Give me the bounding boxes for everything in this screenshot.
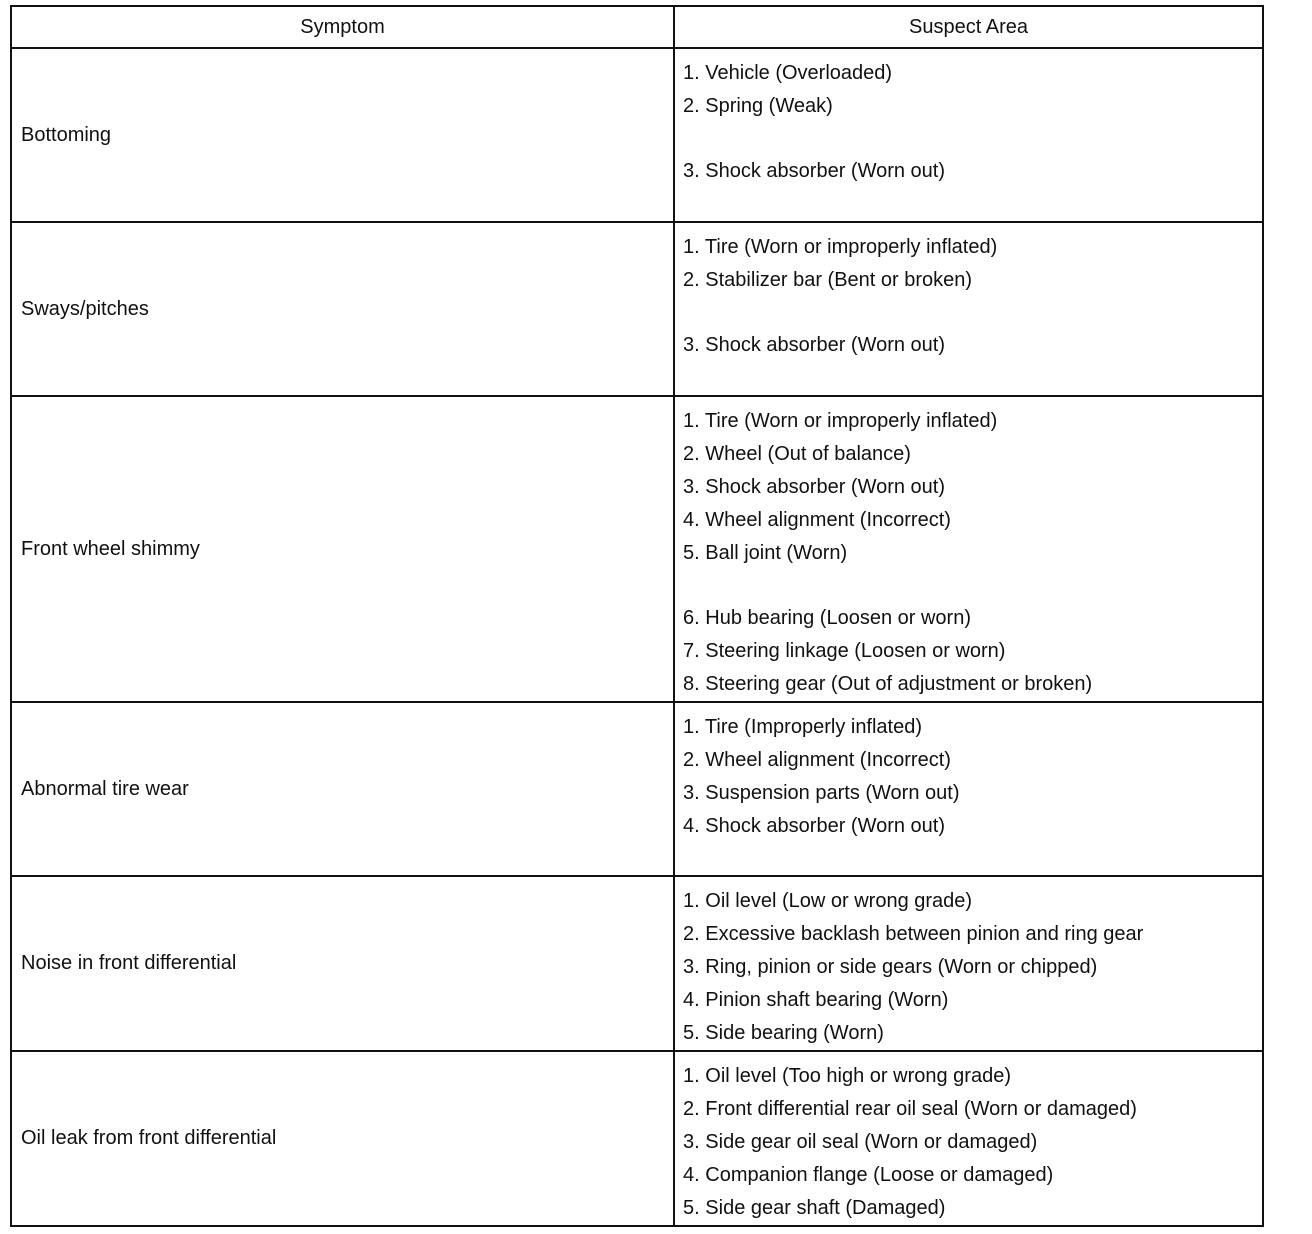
suspect-area-cell — [674, 876, 1263, 1051]
list-item: 4. Pinion shaft bearing (Worn) — [683, 989, 949, 1011]
list-item: 3. Shock absorber (Worn out) — [683, 476, 946, 498]
symptom-cell: Abnormal tire wear — [11, 702, 674, 876]
table-row — [11, 48, 1263, 222]
list-item: 3. Suspension parts (Worn out) — [683, 782, 960, 804]
list-item: 1. Tire (Worn or improperly inflated) — [683, 410, 998, 432]
list-item: 5. Side gear shaft (Damaged) — [683, 1197, 946, 1219]
list-item: 1. Vehicle (Overloaded) — [683, 62, 893, 84]
header-symptom: Symptom — [11, 6, 674, 48]
list-item: 3. Ring, pinion or side gears (Worn or chipped) — [683, 956, 1098, 978]
list-item: 7. Steering linkage (Loosen or worn) — [683, 640, 1006, 662]
list-item: 2. Excessive backlash between pinion and ring gear — [683, 923, 1144, 945]
header-suspect-area: Suspect Area — [674, 6, 1263, 48]
list-item: 3. Shock absorber (Worn out) — [683, 334, 946, 356]
table-row — [11, 222, 1263, 396]
suspect-area-cell — [674, 222, 1263, 396]
suspect-area-cell — [674, 48, 1263, 222]
table-row — [11, 396, 1263, 702]
list-item: 2. Spring (Weak) — [683, 95, 833, 117]
list-item: 1. Oil level (Too high or wrong grade) — [683, 1065, 1011, 1087]
symptom-cell: Sways/pitches — [11, 222, 674, 396]
list-item: 5. Side bearing (Worn) — [683, 1022, 884, 1044]
list-item: 1. Tire (Worn or improperly inflated) — [683, 236, 998, 258]
symptom-cell: Front wheel shimmy — [11, 396, 674, 702]
symptom-cell: Bottoming — [11, 48, 674, 222]
table-row — [11, 876, 1263, 1051]
list-item: 2. Wheel alignment (Incorrect) — [683, 749, 951, 771]
suspect-area-cell — [674, 1051, 1263, 1226]
list-item: 4. Wheel alignment (Incorrect) — [683, 509, 951, 531]
list-item: 5. Ball joint (Worn) — [683, 542, 848, 564]
list-item: 4. Companion flange (Loose or damaged) — [683, 1164, 1054, 1186]
symptom-cell: Noise in front differential — [11, 876, 674, 1051]
list-item: 8. Steering gear (Out of adjustment or broken) — [683, 673, 1093, 695]
list-item: 6. Hub bearing (Loosen or worn) — [683, 607, 971, 629]
suspect-area-cell — [674, 702, 1263, 876]
list-item: 2. Wheel (Out of balance) — [683, 443, 911, 465]
list-item: 1. Tire (Improperly inflated) — [683, 716, 923, 738]
symptom-cell: Oil leak from front differential — [11, 1051, 674, 1226]
list-item: 2. Stabilizer bar (Bent or broken) — [683, 269, 973, 291]
list-item: 4. Shock absorber (Worn out) — [683, 815, 946, 837]
suspect-area-cell — [674, 396, 1263, 702]
list-item: 1. Oil level (Low or wrong grade) — [683, 890, 973, 912]
symptom-table — [10, 5, 1264, 1227]
table-row — [11, 1051, 1263, 1226]
list-item: 2. Front differential rear oil seal (Worn or damaged) — [683, 1098, 1137, 1120]
list-item: 3. Side gear oil seal (Worn or damaged) — [683, 1131, 1038, 1153]
table-row — [11, 702, 1263, 876]
list-item: 3. Shock absorber (Worn out) — [683, 160, 946, 182]
header-row — [11, 6, 1263, 48]
